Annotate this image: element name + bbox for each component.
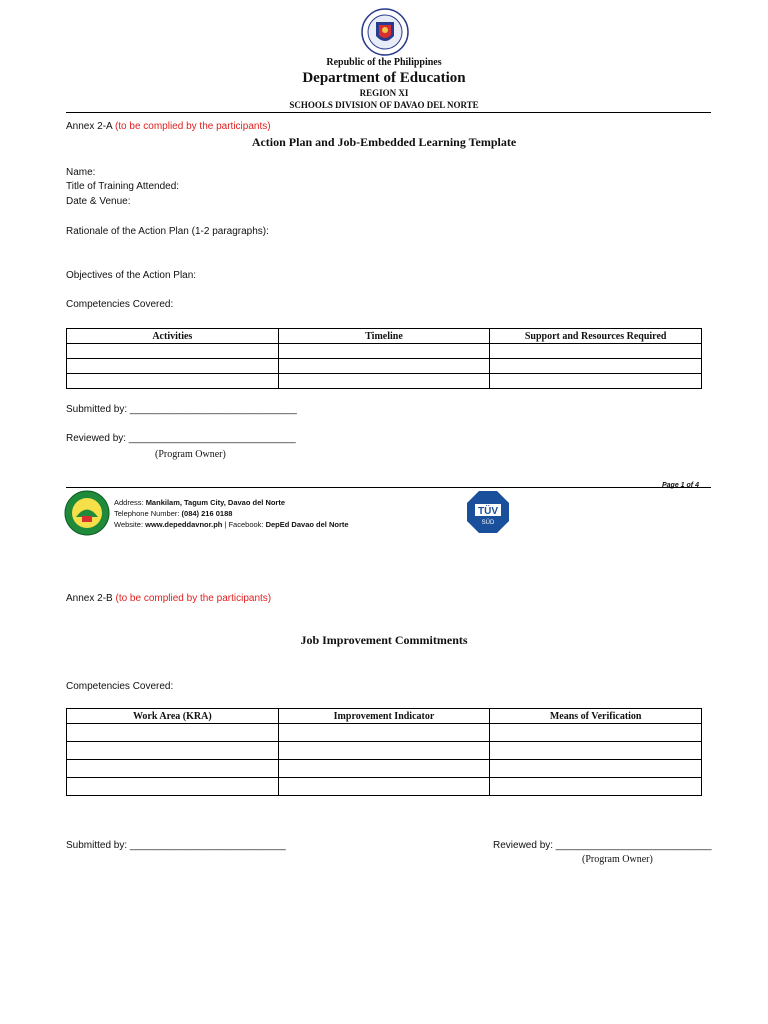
table-cell[interactable] <box>490 778 702 796</box>
header-improvement-indicator: Improvement Indicator <box>278 709 490 724</box>
header-work-area: Work Area (KRA) <box>67 709 279 724</box>
submitted-by-1[interactable]: Submitted by: ______________________________ <box>66 404 297 415</box>
table-cell[interactable] <box>278 724 490 742</box>
footer-phone: Telephone Number: (084) 216 0188 <box>114 509 233 518</box>
region-heading: REGION XI <box>359 88 409 98</box>
table-cell[interactable] <box>67 374 279 389</box>
republic-heading: Republic of the Philippines <box>326 57 442 68</box>
deped-seal <box>361 8 409 56</box>
header-means-verification: Means of Verification <box>490 709 702 724</box>
table-cell[interactable] <box>67 778 279 796</box>
rationale-label: Rationale of the Action Plan (1-2 paragraphs): <box>66 226 269 237</box>
header-activities: Activities <box>67 329 279 344</box>
table-cell[interactable] <box>490 359 702 374</box>
annex-2a-line <box>66 121 271 132</box>
table-cell[interactable] <box>278 778 490 796</box>
program-owner-2: (Program Owner) <box>582 854 653 865</box>
table-cell[interactable] <box>278 374 490 389</box>
name-label: Name: <box>66 167 96 178</box>
table-cell[interactable] <box>490 724 702 742</box>
table-row <box>67 778 702 796</box>
competencies-label-2: Competencies Covered: <box>66 681 174 692</box>
table-header-row <box>67 709 702 724</box>
table-cell[interactable] <box>278 742 490 760</box>
annex-2b-line <box>66 593 271 604</box>
footer-website: Website: www.depeddavnor.ph | Facebook: DepEd Davao del Norte <box>114 520 349 529</box>
table-cell[interactable] <box>67 359 279 374</box>
table-cell[interactable] <box>278 359 490 374</box>
table-cell[interactable] <box>67 344 279 359</box>
table-row <box>67 760 702 778</box>
reviewed-by-1[interactable]: Reviewed by: ______________________________ <box>66 433 296 444</box>
annex-2a-note: (to be complied by the participants) <box>114 121 271 132</box>
annex-2b-label: Annex 2-B <box>66 593 113 604</box>
header-divider <box>66 112 711 113</box>
footer-contact <box>114 497 349 530</box>
program-owner-1: (Program Owner) <box>155 449 226 460</box>
table-header-row <box>67 329 702 344</box>
competencies-label-1: Competencies Covered: <box>66 299 174 310</box>
table-cell[interactable] <box>67 724 279 742</box>
action-plan-title: Action Plan and Job-Embedded Learning Template <box>251 135 517 149</box>
svg-text:TÜV: TÜV <box>478 506 498 517</box>
table-cell[interactable] <box>278 760 490 778</box>
table-cell[interactable] <box>67 742 279 760</box>
annex-2b-note: (to be complied by the participants) <box>115 593 272 604</box>
footer-divider <box>66 487 711 488</box>
submitted-by-2[interactable]: Submitted by: ____________________________ <box>66 840 286 851</box>
date-venue-label: Date & Venue: <box>66 196 131 207</box>
division-heading: SCHOOLS DIVISION OF DAVAO DEL NORTE <box>289 100 479 110</box>
footer-address: Address: Mankilam, Tagum City, Davao del Norte <box>114 498 286 507</box>
table-cell[interactable] <box>490 344 702 359</box>
commitments-table <box>66 708 702 796</box>
tuv-certification-icon <box>466 490 510 534</box>
table-cell[interactable] <box>278 344 490 359</box>
table-row <box>67 724 702 742</box>
job-improvement-title: Job Improvement Commitments <box>300 633 468 647</box>
table-cell[interactable] <box>67 760 279 778</box>
svg-text:SÜD: SÜD <box>481 520 495 526</box>
division-logo <box>64 490 110 536</box>
reviewed-by-2[interactable]: Reviewed by: ____________________________ <box>493 840 712 851</box>
table-cell[interactable] <box>490 374 702 389</box>
table-row <box>67 374 702 389</box>
table-cell[interactable] <box>490 760 702 778</box>
annex-2a-label: Annex 2-A <box>66 121 113 132</box>
action-plan-table <box>66 328 702 389</box>
page-number: Page 1 of 4 <box>662 482 699 489</box>
header-support: Support and Resources Required <box>490 329 702 344</box>
table-row <box>67 742 702 760</box>
table-row <box>67 359 702 374</box>
table-cell[interactable] <box>490 742 702 760</box>
header-timeline: Timeline <box>278 329 490 344</box>
table-row <box>67 344 702 359</box>
department-heading: Department of Education <box>302 70 466 86</box>
training-label: Title of Training Attended: <box>66 181 180 192</box>
objectives-label: Objectives of the Action Plan: <box>66 270 197 281</box>
